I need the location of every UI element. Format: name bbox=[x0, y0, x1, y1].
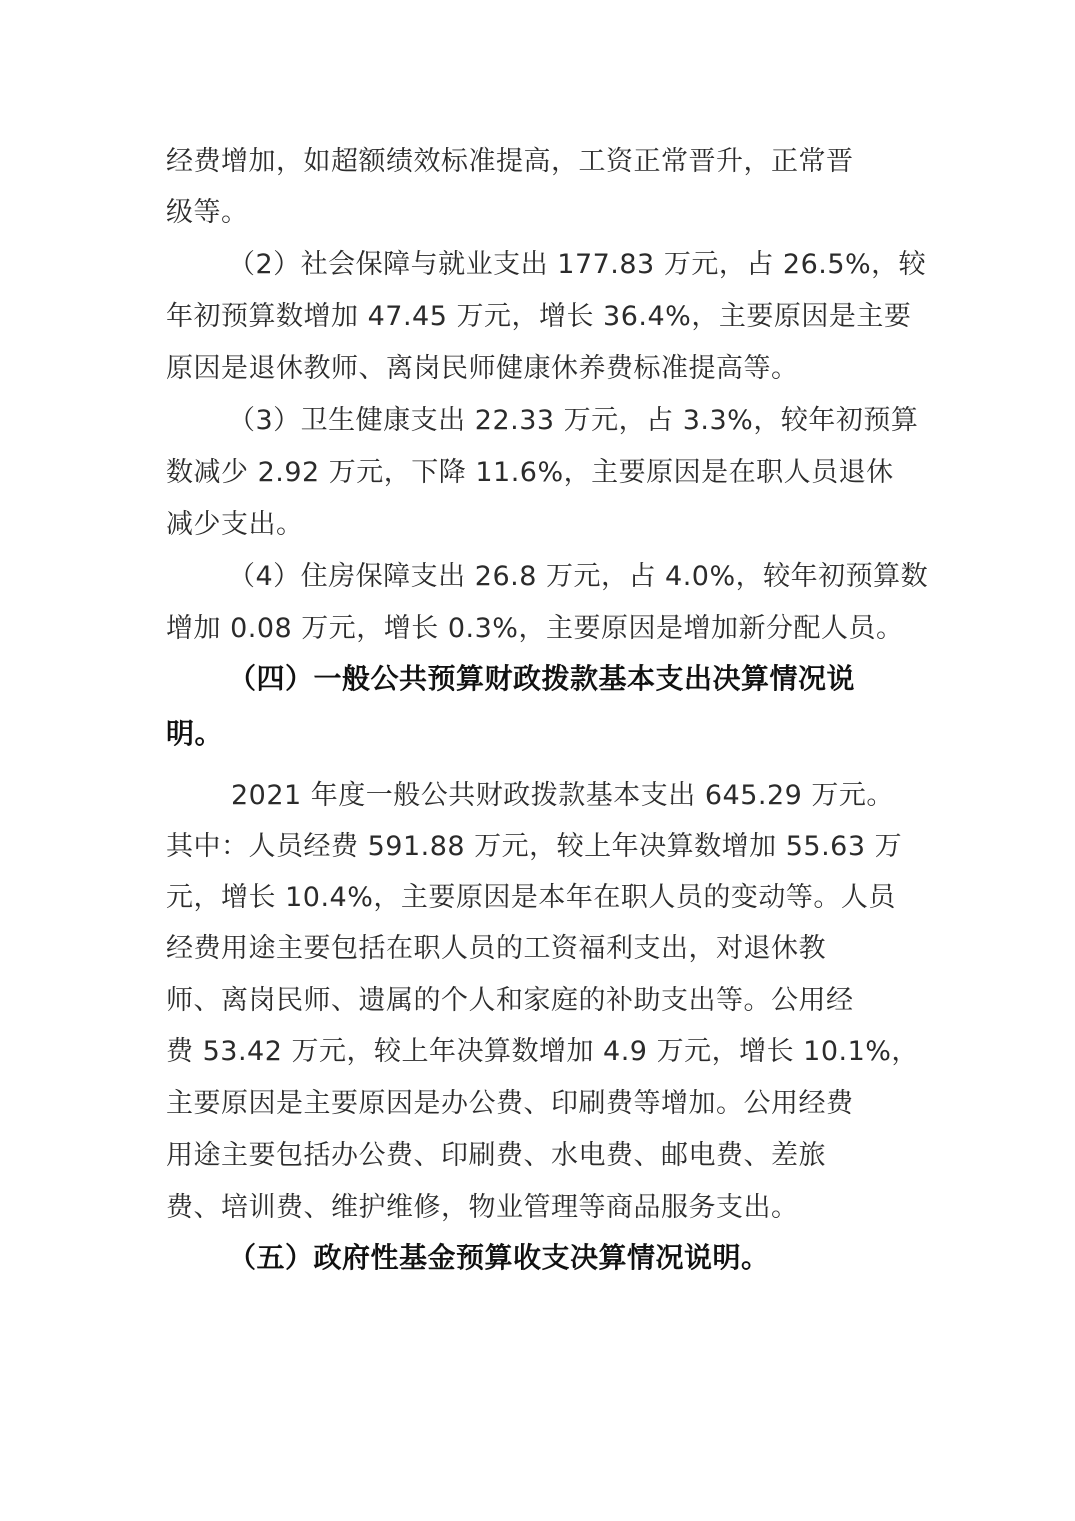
body-text-line: 元，增长 10.4%，主要原因是本年在职人员的变动等。人员 bbox=[166, 882, 896, 913]
body-text-line: 用途主要包括办公费、印刷费、水电费、邮电费、差旅 bbox=[166, 1140, 826, 1171]
body-text-line: 师、离岗民师、遗属的个人和家庭的补助支出等。公用经 bbox=[166, 985, 854, 1016]
body-text-line: 减少支出。 bbox=[166, 509, 304, 540]
body-text-line: 费、培训费、维护维修，物业管理等商品服务支出。 bbox=[166, 1192, 799, 1223]
section-heading: （四）一般公共预算财政拨款基本支出决算情况说 bbox=[228, 662, 856, 695]
body-text-line: 级等。 bbox=[166, 197, 249, 228]
body-text-line: 原因是退休教师、离岗民师健康休养费标准提高等。 bbox=[166, 353, 799, 384]
body-text-line: 其中：人员经费 591.88 万元，较上年决算数增加 55.63 万 bbox=[166, 831, 903, 862]
body-text-line: 增加 0.08 万元，增长 0.3%，主要原因是增加新分配人员。 bbox=[166, 613, 904, 644]
body-text-line: 费 53.42 万元，较上年决算数增加 4.9 万元，增长 10.1%， bbox=[166, 1036, 919, 1067]
body-text-line: （2）社会保障与就业支出 177.83 万元，占 26.5%，较 bbox=[228, 249, 927, 280]
body-text-line: 2021 年度一般公共财政拨款基本支出 645.29 万元。 bbox=[231, 780, 894, 811]
body-text-line: 经费用途主要包括在职人员的工资福利支出，对退休教 bbox=[166, 933, 826, 964]
body-text-line: 年初预算数增加 47.45 万元，增长 36.4%，主要原因是主要 bbox=[166, 301, 912, 332]
body-text-line: （3）卫生健康支出 22.33 万元，占 3.3%，较年初预算 bbox=[228, 405, 919, 436]
body-text-line: 主要原因是主要原因是办公费、印刷费等增加。公用经费 bbox=[166, 1088, 854, 1119]
section-heading: （五）政府性基金预算收支决算情况说明。 bbox=[228, 1241, 770, 1274]
body-text-line: 数减少 2.92 万元，下降 11.6%，主要原因是在职人员退休 bbox=[166, 457, 894, 488]
body-text-line: 经费增加，如超额绩效标准提高，工资正常晋升，正常晋 bbox=[166, 146, 854, 177]
body-text-line: （4）住房保障支出 26.8 万元，占 4.0%，较年初预算数 bbox=[228, 561, 929, 592]
section-heading-continued: 明。 bbox=[166, 717, 224, 750]
